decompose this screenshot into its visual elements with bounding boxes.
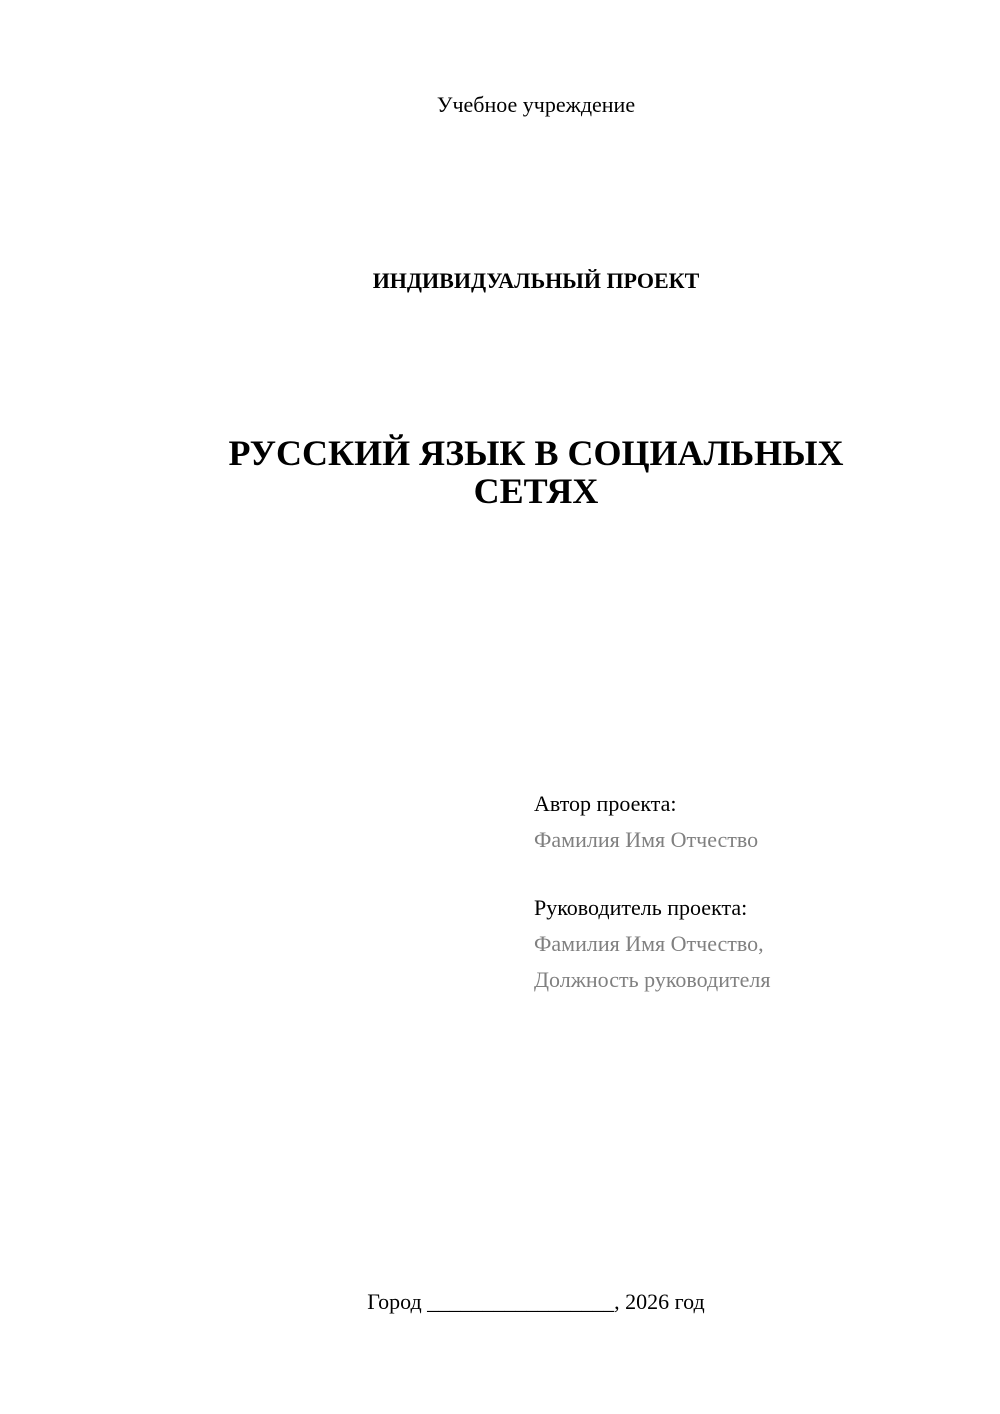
- project-title: [0, 434, 1000, 510]
- project-type-heading: ИНДИВИДУАЛЬНЫЙ ПРОЕКТ: [372, 268, 700, 293]
- supervisor-name: Фамилия Имя Отчество,: [534, 931, 764, 956]
- city-label: Город: [367, 1289, 422, 1314]
- project-title-line-1: РУССКИЙ ЯЗЫК В СОЦИАЛЬНЫХ: [228, 433, 844, 473]
- year-text: , 2026 год: [614, 1289, 705, 1314]
- supervisor-label: Руководитель проекта:: [534, 895, 748, 920]
- city-year-line: [0, 1289, 1000, 1315]
- project-title-line-2: СЕТЯХ: [473, 471, 599, 511]
- credits-block: [534, 786, 974, 998]
- author-name: Фамилия Имя Отчество: [534, 827, 759, 852]
- institution-name: Учебное учреждение: [436, 92, 636, 117]
- city-blank: _________________: [427, 1289, 615, 1314]
- supervisor-position: Должность руководителя: [534, 967, 771, 992]
- credits-spacer: [534, 858, 974, 890]
- author-label: Автор проекта:: [534, 791, 677, 816]
